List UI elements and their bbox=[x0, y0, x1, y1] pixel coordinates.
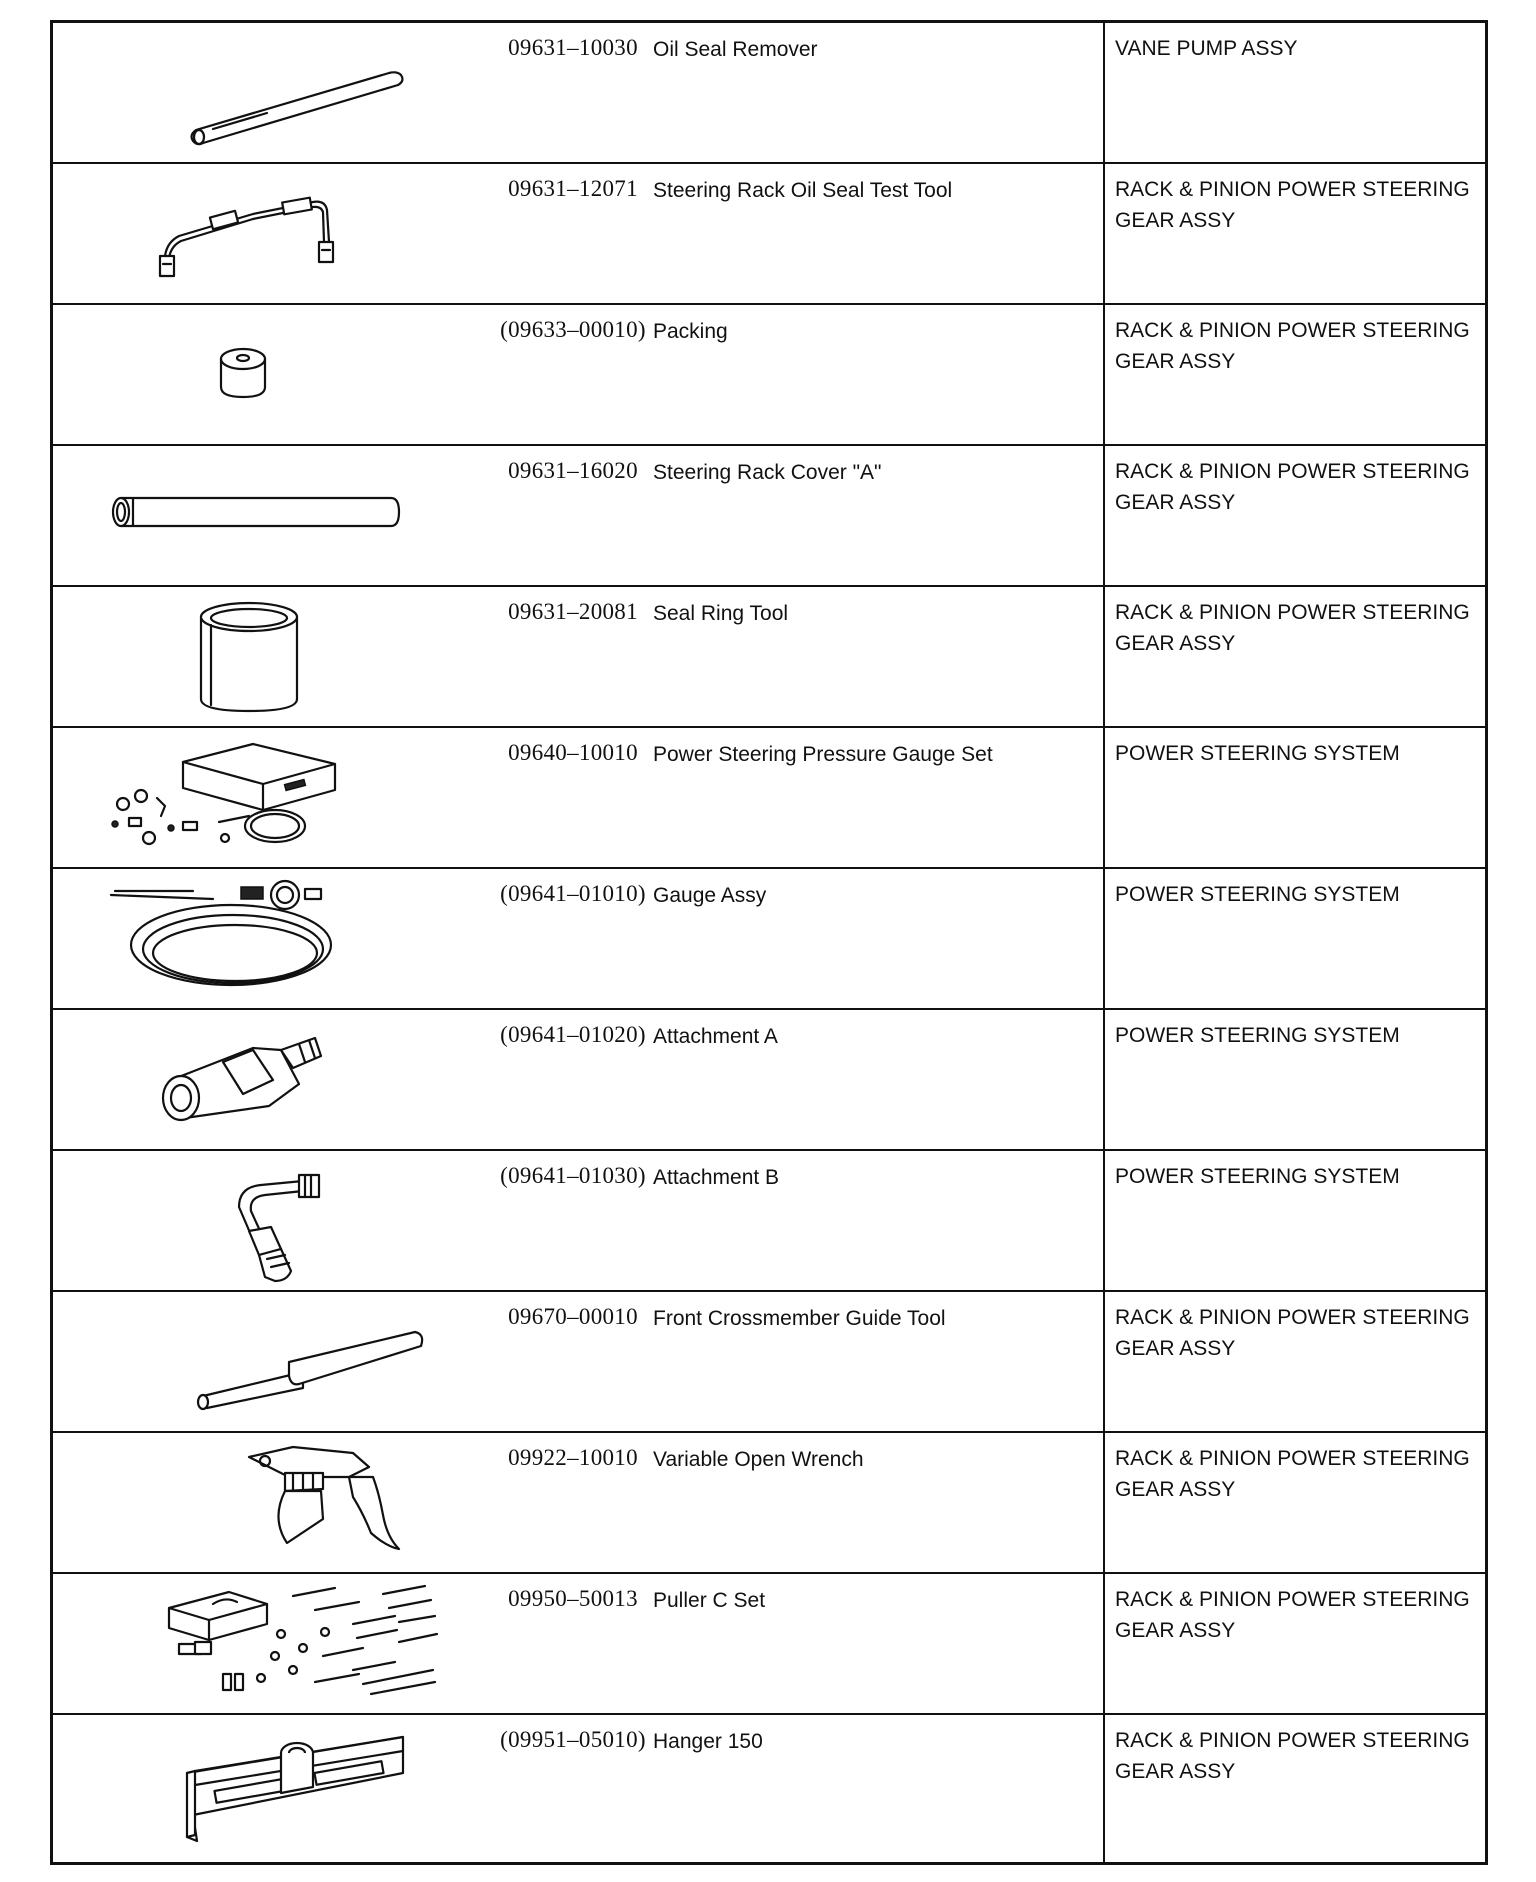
puller-set-icon bbox=[53, 1574, 473, 1712]
applicable-section: VANE PUMP ASSY bbox=[1115, 37, 1298, 60]
table-row bbox=[53, 1574, 1485, 1715]
tool-name: Steering Rack Cover "A" bbox=[653, 461, 882, 484]
column-divider bbox=[1103, 728, 1105, 867]
table-row bbox=[53, 728, 1485, 869]
table-row bbox=[53, 23, 1485, 164]
part-number: 09631–20081 bbox=[508, 599, 638, 624]
column-divider bbox=[1103, 305, 1105, 444]
rack-cover-tube-icon bbox=[53, 446, 473, 584]
oil-seal-remover-icon bbox=[53, 23, 473, 161]
column-divider bbox=[1103, 869, 1105, 1008]
column-divider bbox=[1103, 1715, 1105, 1862]
gauge-set-case-icon bbox=[53, 728, 473, 866]
tool-name: Attachment B bbox=[653, 1166, 780, 1189]
part-number: 09631–12071 bbox=[508, 176, 638, 201]
table-row bbox=[53, 1433, 1485, 1574]
attachment-b-elbow-icon bbox=[53, 1151, 473, 1289]
test-tool-pipe-icon bbox=[53, 164, 473, 302]
tool-name: Power Steering Pressure Gauge Set bbox=[653, 743, 993, 766]
tool-name: Oil Seal Remover bbox=[653, 38, 818, 61]
applicable-section: RACK & PINION POWER STEERING GEAR ASSY bbox=[1115, 1729, 1470, 1783]
tool-name: Hanger 150 bbox=[653, 1730, 763, 1753]
table-row bbox=[53, 305, 1485, 446]
column-divider bbox=[1103, 446, 1105, 585]
applicable-section: RACK & PINION POWER STEERING GEAR ASSY bbox=[1115, 1447, 1470, 1501]
tool-name: Front Crossmember Guide Tool bbox=[653, 1307, 946, 1330]
tool-name: Variable Open Wrench bbox=[653, 1448, 864, 1471]
part-number: 09631–10030 bbox=[508, 35, 638, 60]
part-number: (09641–01030) bbox=[500, 1163, 646, 1188]
tool-name: Puller C Set bbox=[653, 1589, 766, 1612]
seal-ring-cylinder-icon bbox=[53, 587, 473, 725]
tool-name: Steering Rack Oil Seal Test Tool bbox=[653, 179, 953, 202]
attachment-a-fitting-icon bbox=[53, 1010, 473, 1148]
applicable-section: RACK & PINION POWER STEERING GEAR ASSY bbox=[1115, 319, 1470, 373]
applicable-section: RACK & PINION POWER STEERING GEAR ASSY bbox=[1115, 1588, 1470, 1642]
applicable-section: POWER STEERING SYSTEM bbox=[1115, 1024, 1400, 1047]
table-row bbox=[53, 446, 1485, 587]
table-row bbox=[53, 587, 1485, 728]
applicable-section: POWER STEERING SYSTEM bbox=[1115, 1165, 1400, 1188]
applicable-section: POWER STEERING SYSTEM bbox=[1115, 742, 1400, 765]
hanger-bar-icon bbox=[53, 1715, 473, 1853]
tool-name: Seal Ring Tool bbox=[653, 602, 789, 625]
table-row bbox=[53, 869, 1485, 1010]
applicable-section: RACK & PINION POWER STEERING GEAR ASSY bbox=[1115, 460, 1470, 514]
table-row bbox=[53, 1715, 1485, 1862]
applicable-section: POWER STEERING SYSTEM bbox=[1115, 883, 1400, 906]
applicable-section: RACK & PINION POWER STEERING GEAR ASSY bbox=[1115, 1306, 1470, 1360]
special-tools-table bbox=[50, 20, 1488, 1865]
part-number: (09641–01010) bbox=[500, 881, 646, 906]
part-number: (09633–00010) bbox=[500, 317, 646, 342]
packing-icon bbox=[53, 305, 473, 443]
column-divider bbox=[1103, 1433, 1105, 1572]
applicable-section: RACK & PINION POWER STEERING GEAR ASSY bbox=[1115, 178, 1470, 232]
guide-tool-rod-icon bbox=[53, 1292, 473, 1430]
tool-name: Gauge Assy bbox=[653, 884, 767, 907]
column-divider bbox=[1103, 164, 1105, 303]
column-divider bbox=[1103, 23, 1105, 162]
column-divider bbox=[1103, 1574, 1105, 1713]
part-number: (09951–05010) bbox=[500, 1727, 646, 1752]
table-row bbox=[53, 1151, 1485, 1292]
variable-wrench-icon bbox=[53, 1433, 473, 1571]
part-number: 09950–50013 bbox=[508, 1586, 638, 1611]
tool-name: Packing bbox=[653, 320, 728, 343]
part-number: 09640–10010 bbox=[508, 740, 638, 765]
tool-name: Attachment A bbox=[653, 1025, 778, 1048]
column-divider bbox=[1103, 1292, 1105, 1431]
column-divider bbox=[1103, 587, 1105, 726]
part-number: 09631–16020 bbox=[508, 458, 638, 483]
part-number: (09641–01020) bbox=[500, 1022, 646, 1047]
part-number: 09922–10010 bbox=[508, 1445, 638, 1470]
column-divider bbox=[1103, 1151, 1105, 1290]
gauge-hose-coil-icon bbox=[53, 869, 473, 1007]
part-number: 09670–00010 bbox=[508, 1304, 638, 1329]
table-row bbox=[53, 164, 1485, 305]
table-row bbox=[53, 1292, 1485, 1433]
table-row bbox=[53, 1010, 1485, 1151]
applicable-section: RACK & PINION POWER STEERING GEAR ASSY bbox=[1115, 601, 1470, 655]
column-divider bbox=[1103, 1010, 1105, 1149]
